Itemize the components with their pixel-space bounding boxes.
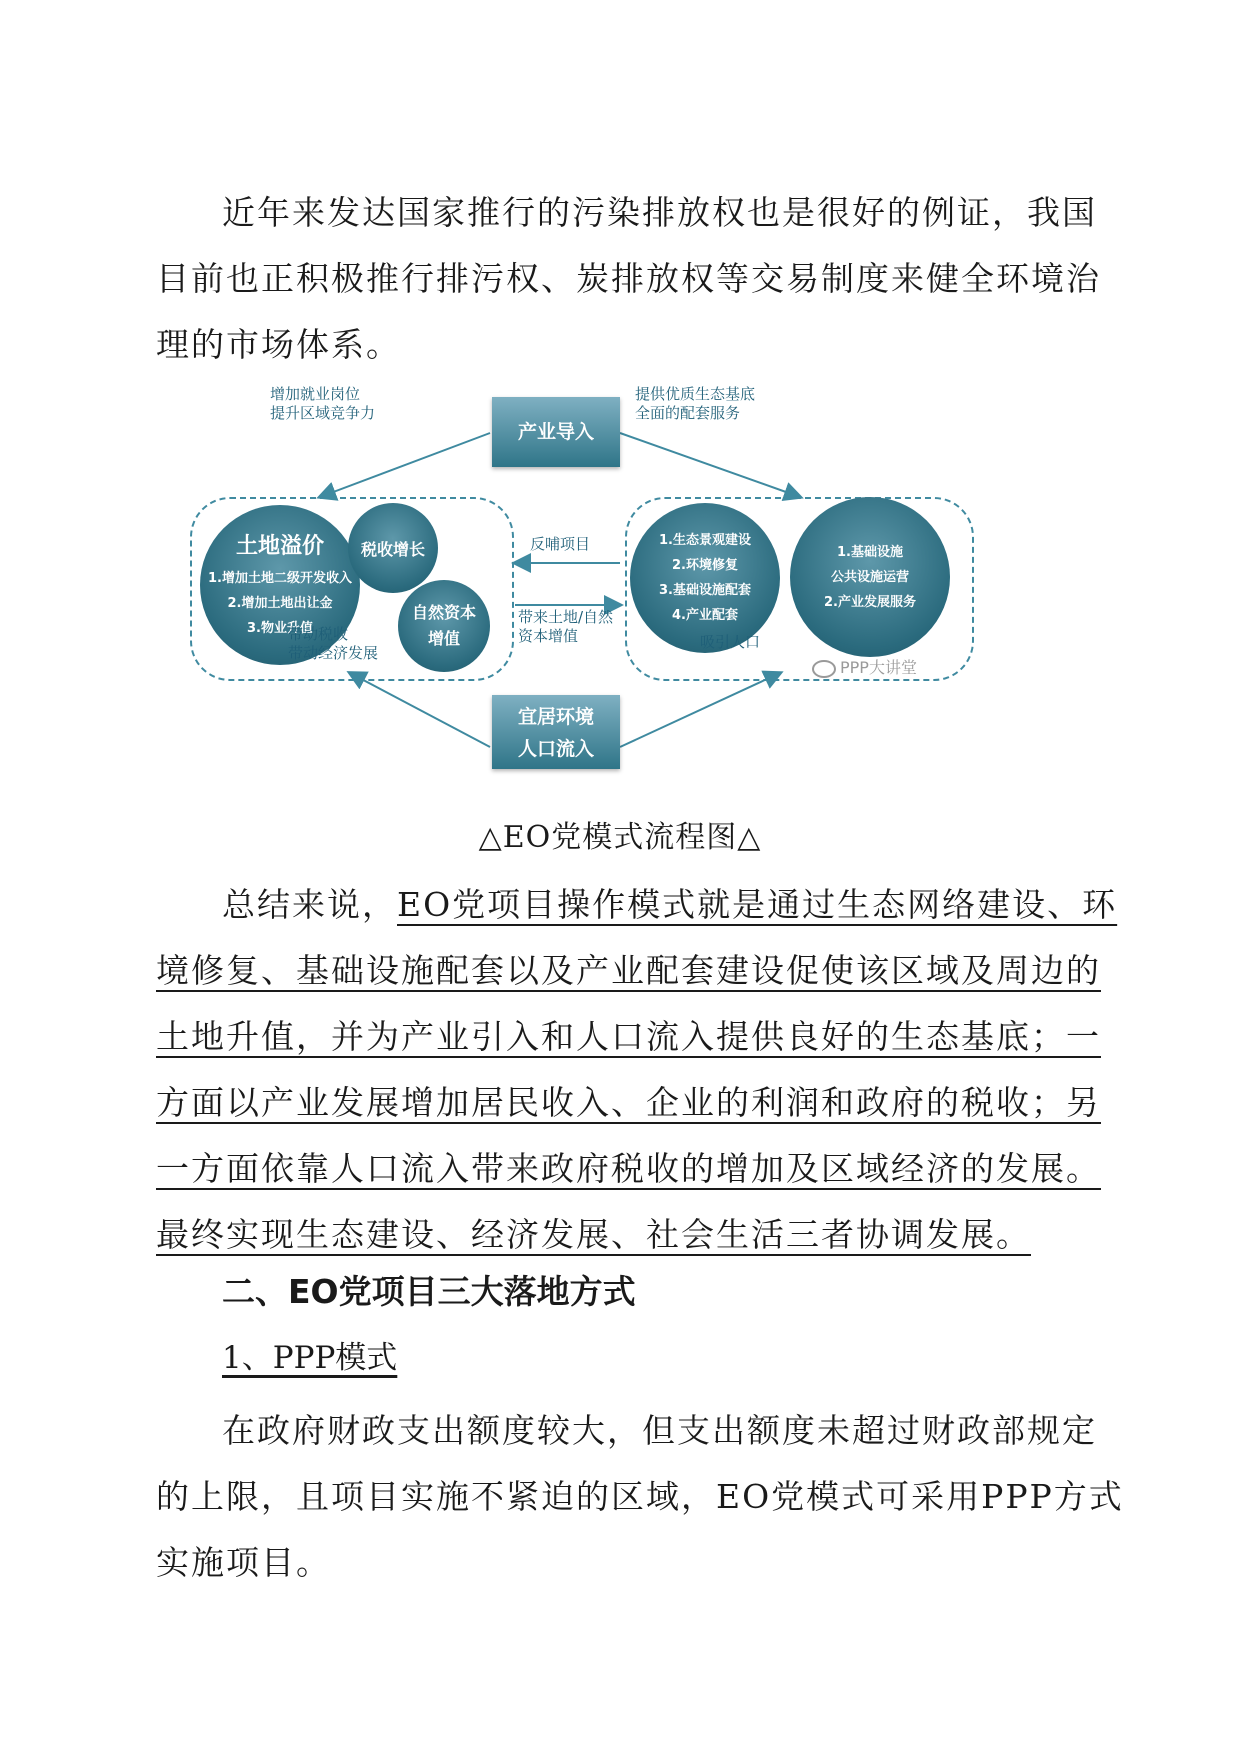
eod-flow-diagram [180,385,980,785]
text-line: 实施项目。 [156,1543,331,1582]
text-line: 境修复、基础设施配套以及产业配套建设促使该区域及周边的 [156,951,1101,990]
paragraph-ppp [156,1398,1124,1596]
arrow-bottom-right [620,673,780,747]
label-land-value [518,608,613,646]
arrow-top-right [620,433,800,497]
circle-item: 公共设施运营 [830,569,909,585]
label-line: 全面的配套服务 [635,404,741,422]
label-line: 增加就业岗位 [270,385,361,403]
industry-import-box: 产业导入 [492,397,620,467]
circle-title: 土地溢价 [235,534,324,559]
text-line [156,872,1118,938]
text-line: 方面以产业发展增加居民收入、企业的利润和政府的税收；另 [156,1083,1101,1122]
label-line: 提供优质生态基底 [635,385,756,403]
circle-title: 增值 [427,629,460,648]
section-subheading: 1、PPP模式 [222,1340,398,1376]
tax-growth-circle [348,503,438,593]
wechat-icon [812,660,836,678]
text-line: 土地升值，并为产业引入和人口流入提供良好的生态基底；一 [156,1017,1101,1056]
circle-item: 3.物业升值 [247,621,313,636]
paragraph-summary [156,872,1118,1268]
box-line: 宜居环境 [517,706,594,728]
text-line: 近年来发达国家推行的污染排放权也是很好的例证，我国 [222,193,1097,232]
underlined-text: EO党项目操作模式就是通过生态网络建设、环 [397,885,1118,924]
label-attract-population: 吸引人口 [700,633,761,651]
circle-item: 1.基础设施 [837,544,903,560]
label-line: 带动经济发展 [288,644,379,662]
circle-item: 2.增加土地出让金 [227,596,333,611]
label-line: 带来土地/自然 [518,608,614,626]
label-feedback: 反哺项目 [530,535,591,553]
circle-item: 2.产业发展服务 [824,594,916,610]
label-employment [270,385,375,423]
figure-caption: △EO党模式流程图△ [478,820,762,855]
text-line: 的上限，且项目实施不紧迫的区域，EO党模式可采用PPP方式 [156,1477,1124,1516]
circle-title: 税收增长 [360,539,425,559]
circle-item: 4.产业配套 [672,608,738,623]
text-line: 在政府财政支出额度较大，但支出额度未超过财政部规定 [222,1411,1097,1450]
infrastructure-operation-circle [790,497,950,657]
section-heading: 二、EO党项目三大落地方式 [222,1272,636,1311]
box-line: 人口流入 [517,738,594,760]
arrow-bottom-left [350,673,490,747]
watermark-text: PPP大讲堂 [840,658,917,677]
livable-environment-box [492,695,620,769]
natural-capital-circle [398,580,490,672]
label-ecological-base [635,385,755,423]
text-line: 目前也正积极推行排污权、炭排放权等交易制度来健全环境治 [156,259,1101,298]
text-line: 理的市场体系。 [156,325,401,364]
label-line: 资本增值 [518,627,579,645]
label-bottom-left-final [288,625,348,644]
text-line: 最终实现生态建设、经济发展、社会生活三者协调发展。 [156,1215,1031,1254]
arrow-top-left [320,433,490,497]
circle-item: 1.增加土地二级开发收入 [208,571,352,586]
paragraph-intro [156,180,1101,378]
label-line: 提升区域竞争力 [270,404,376,422]
watermark [812,655,917,678]
circle-item: 2.环境修复 [672,558,738,573]
lead-text: 总结来说， [222,885,397,924]
ecological-construction-circle [630,503,780,653]
label-bottom-left-second [288,644,378,663]
circle-item: 1.生态景观建设 [659,533,751,548]
circle-item: 3.基础设施配套 [659,583,751,598]
label-line: 带动税收 [288,625,349,643]
circle-title: 自然资本 [411,603,476,622]
text-line: 一方面依靠人口流入带来政府税收的增加及区域经济的发展。 [156,1149,1101,1188]
